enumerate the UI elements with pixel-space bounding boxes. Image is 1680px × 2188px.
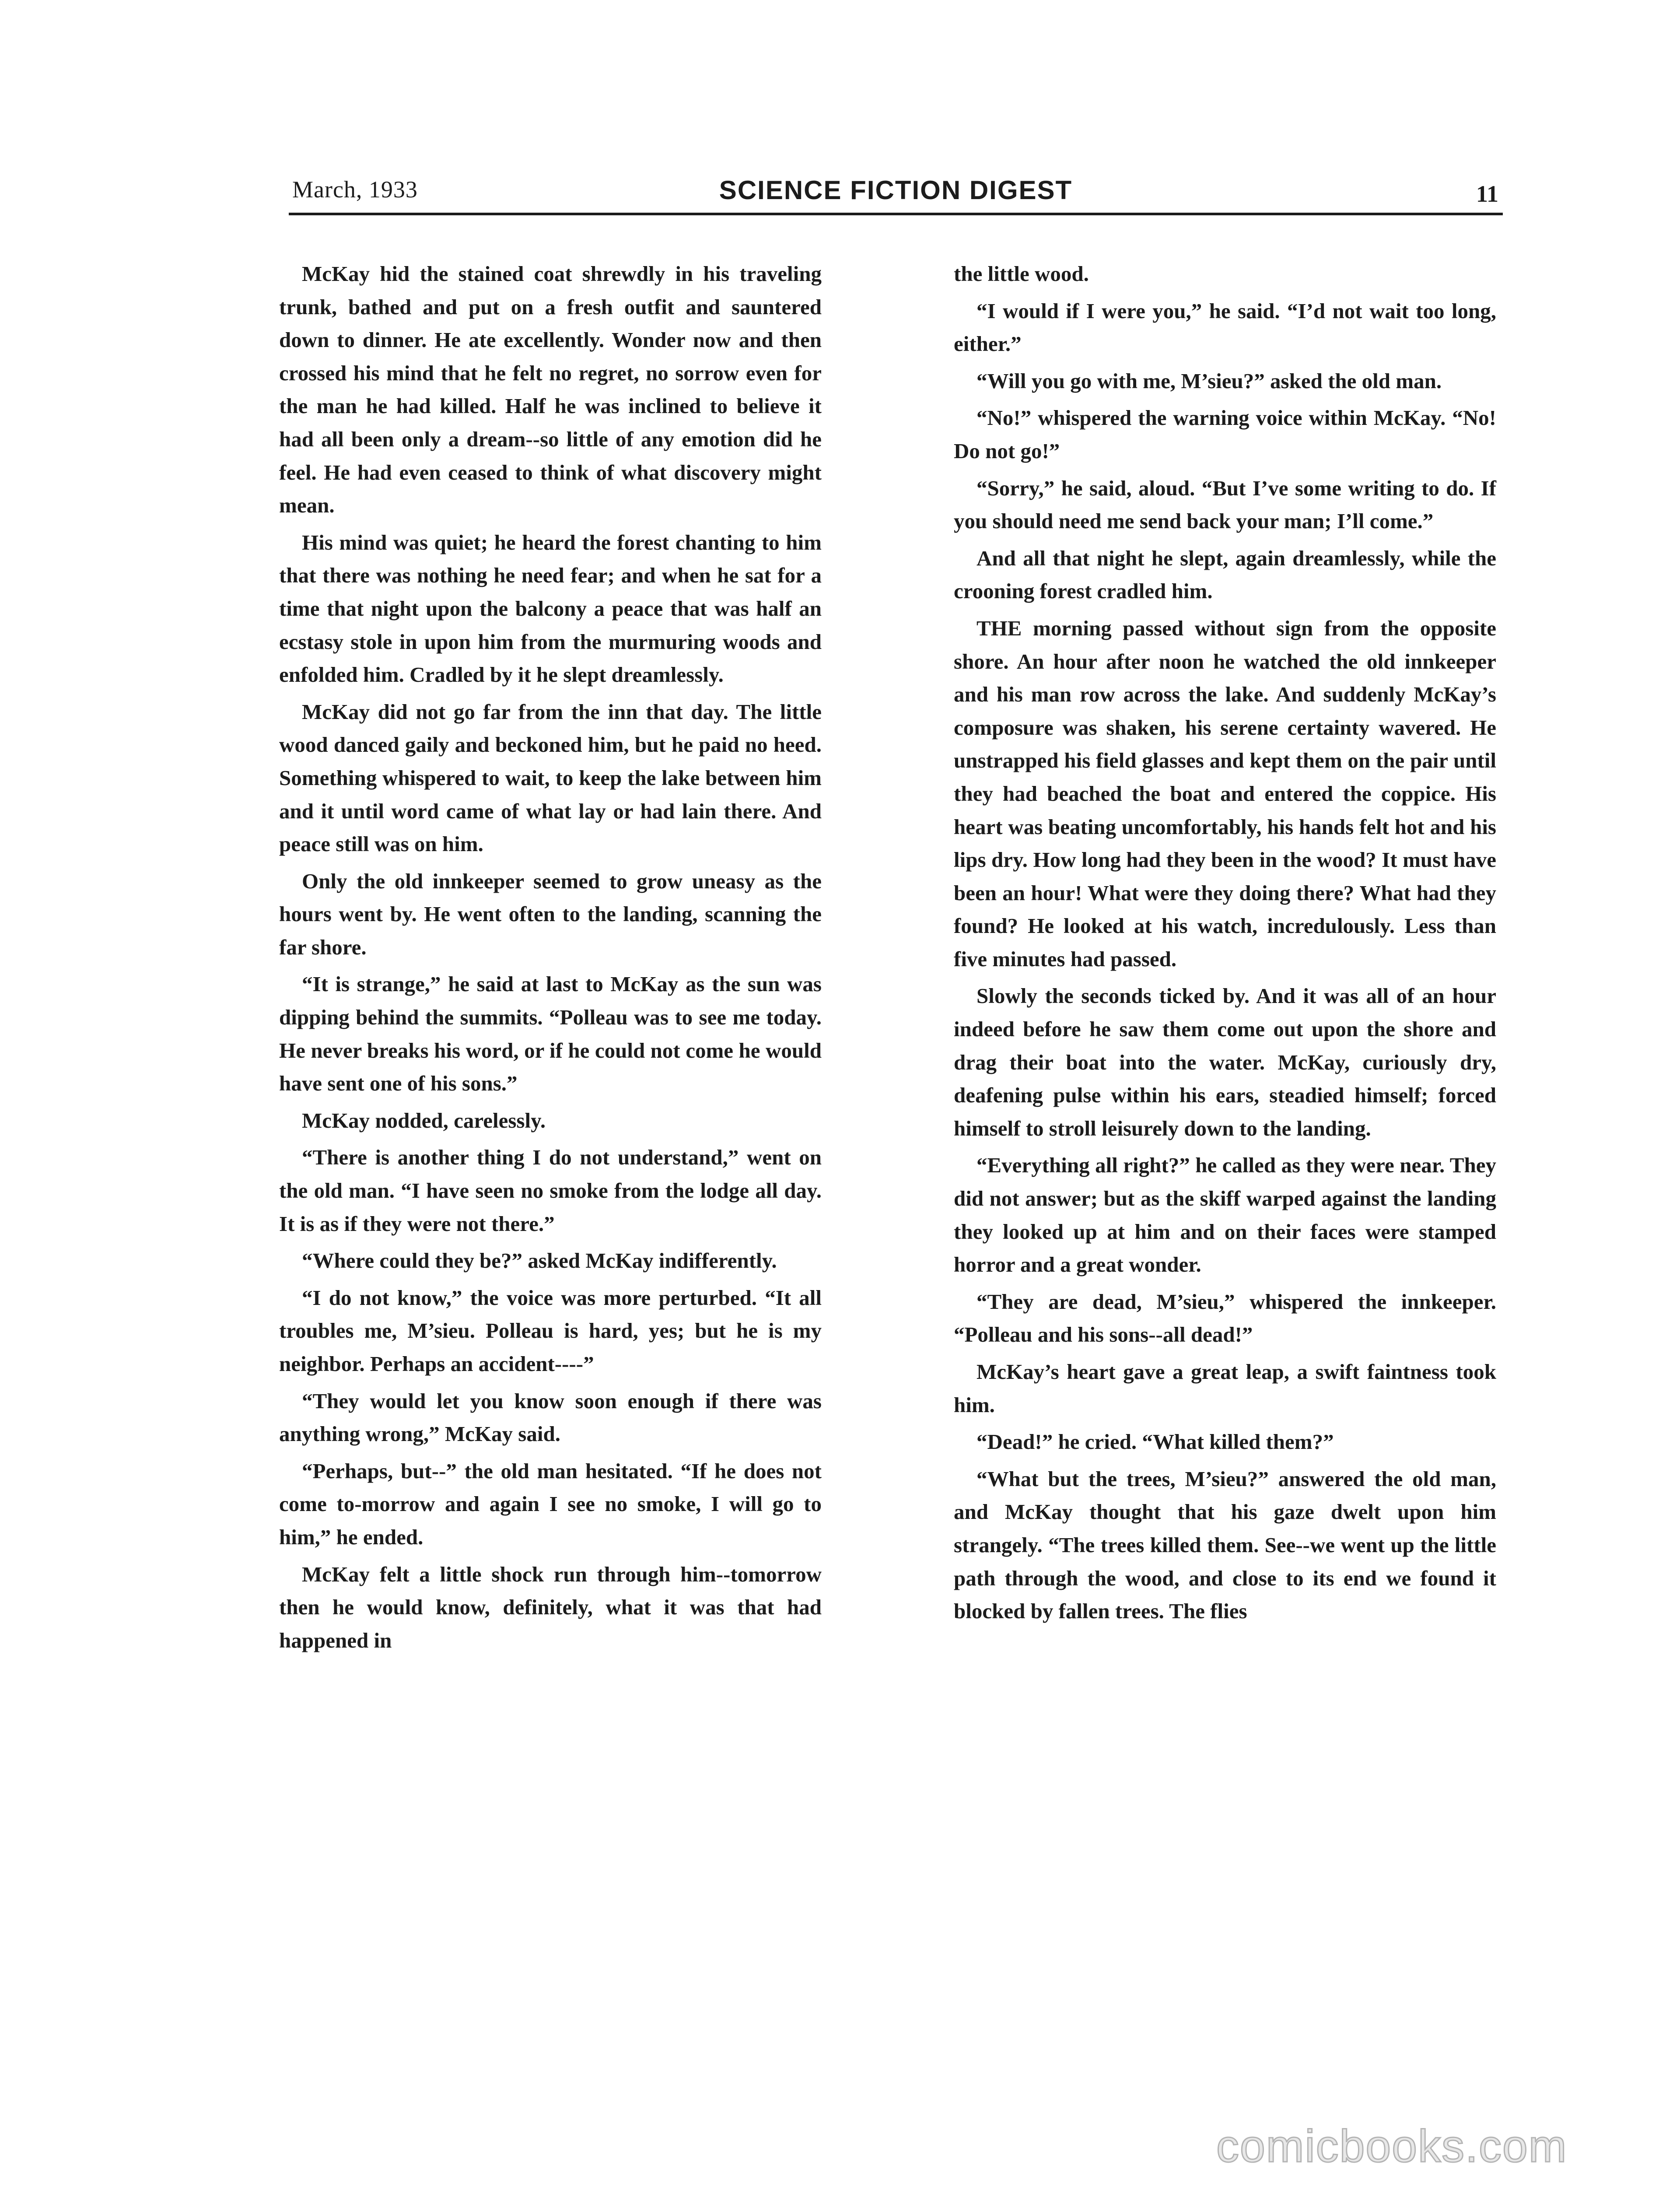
- paragraph: McKay nodded, carelessly.: [302, 1108, 546, 1133]
- source-watermark: comicbooks.com: [1216, 2121, 1568, 2172]
- paragraph: “Perhaps, but--” the old man hesitated. “If he does not come to-morrow and again I see no smoke, I will go to him,” he ended.: [279, 1459, 822, 1549]
- paragraph: “Will you go with me, M’sieu?” asked the old man.: [976, 368, 1442, 393]
- paragraph: “There is another thing I do not understand,” went on the old man. “I have seen no smoke from the lodge all day. It is as if they were not there.”: [279, 1145, 822, 1236]
- paragraph: McKay hid the stained coat shrewdly in his traveling trunk, bathed and put on a fresh outfit and sauntered down to dinner. He ate excellently. Wonder now and then crossed his mind that he felt no regret, no sorrow even for the man he had killed. Half he was inclined to believe it had all been only a dream--so little of any emotion did he feel. He had even ceased to think of what discovery might mean.: [279, 262, 822, 518]
- page-header: [289, 174, 1503, 214]
- paragraph: McKay did not go far from the inn that day. The little wood danced gaily and beckoned him, but he paid no heed. Something whispered to wait, to keep the lake between him and it until word came of what lay or had lain there. And peace still was on him.: [279, 699, 822, 856]
- paragraph: “I do not know,” the voice was more perturbed. “It all troubles me, M’sieu. Polleau is hard, yes; but he is my neighbor. Perhaps an accident----”: [279, 1285, 822, 1376]
- paragraph: “Where could they be?” asked McKay indifferently.: [302, 1248, 777, 1273]
- right-column: [954, 257, 1496, 1632]
- header-rule: [289, 213, 1503, 215]
- paragraph: THE morning passed without sign from the opposite shore. An hour after noon he watched the old innkeeper and his man row across the lake. And suddenly McKay’s composure was shaken, his serene certainty wavered. He unstrapped his field glasses and kept them on the pair until they had beached the boat and entered the coppice. His heart was beating uncomfortably, his hands felt hot and his lips dry. How long had they been in the wood? It must have been an hour! What were they doing there? What had they found? He looked at his watch, incredulously. Less than five minutes had passed.: [954, 616, 1496, 971]
- paragraph: “They are dead, M’sieu,” whispered the innkeeper. “Polleau and his sons--all dead!”: [954, 1289, 1496, 1347]
- page-number: 11: [1476, 181, 1498, 207]
- paragraph: “Dead!” he cried. “What killed them?”: [976, 1430, 1334, 1454]
- paragraph: “Sorry,” he said, aloud. “But I’ve some writing to do. If you should need me send back your man; I’ll come.”: [954, 476, 1496, 533]
- magazine-title: SCIENCE FICTION DIGEST: [719, 175, 1073, 205]
- paragraph: “It is strange,” he said at last to McKay as the sun was dipping behind the summits. “Polleau was to see me today. He never breaks his word, or if he could not come he would have sent one of his sons.”: [279, 972, 822, 1096]
- paragraph: His mind was quiet; he heard the forest chanting to him that there was nothing he need fear; and when he sat for a time that night upon the balcony a peace that was half an ecstasy stole in upon him from the murmuring woods and enfolded him. Cradled by it he slept dreamlessly.: [279, 530, 822, 687]
- paragraph: Only the old innkeeper seemed to grow uneasy as the hours went by. He went often to the landing, scanning the far shore.: [279, 869, 822, 959]
- paragraph: “What but the trees, M’sieu?” answered the old man, and McKay thought that his gaze dwelt upon him strangely. “The trees killed them. See--we went up the little path through the wood, and close to its end we found it blocked by fallen trees. The flies: [954, 1466, 1496, 1623]
- paragraph: Slowly the seconds ticked by. And it was all of an hour indeed before he saw them come out upon the shore and drag their boat into the water. McKay, curiously dry, deafening pulse within his ears, steadied himself; forced himself to stroll leisurely down to the landing.: [954, 984, 1496, 1140]
- left-column: [279, 257, 822, 1661]
- paragraph: “No!” whispered the warning voice within McKay. “No! Do not go!”: [954, 406, 1496, 463]
- paragraph: And all that night he slept, again dreamlessly, while the crooning forest cradled him.: [954, 546, 1496, 603]
- paragraph: “I would if I were you,” he said. “I’d not wait too long, either.”: [954, 298, 1496, 356]
- paragraph: “Everything all right?” he called as they were near. They did not answer; but as the skiff warped against the landing they looked up at him and on their faces were stamped horror and a great wonder.: [954, 1153, 1496, 1277]
- issue-date: March, 1933: [292, 176, 418, 203]
- paragraph: McKay felt a little shock run through him--tomorrow then he would know, definitely, what it was that had happened in: [279, 1562, 822, 1652]
- paragraph: “They would let you know soon enough if there was anything wrong,” McKay said.: [279, 1389, 822, 1446]
- paragraph: McKay’s heart gave a great leap, a swift faintness took him.: [954, 1360, 1496, 1417]
- continued-paragraph: the little wood.: [954, 262, 1089, 286]
